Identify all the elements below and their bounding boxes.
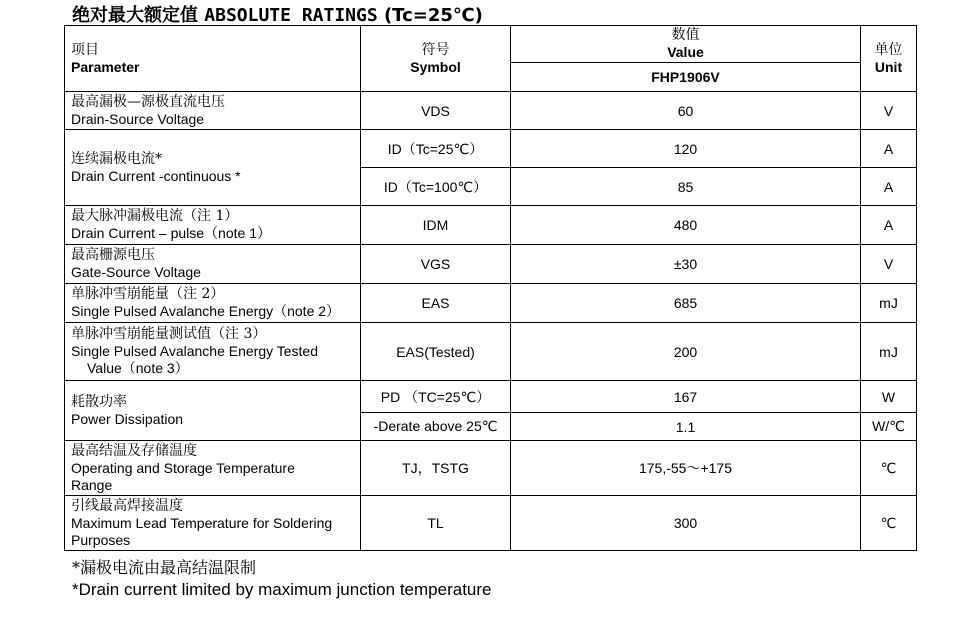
value-cell: 175,-55～+175: [511, 441, 861, 496]
footnote-en: *Drain current limited by maximum junction temperature: [72, 580, 492, 599]
page-title: [72, 1, 483, 27]
param-cell: 最大脉冲漏极电流（注 1） Drain Current – pulse（note 1）: [65, 206, 361, 245]
param-cell: 单脉冲雪崩能量（注 2） Single Pulsed Avalanche Energy（note 2）: [65, 284, 361, 323]
table-row: [65, 381, 917, 413]
param-cell: 连续漏极电流* Drain Current -continuous *: [65, 130, 361, 206]
header-parameter: 项目 Parameter: [65, 26, 361, 92]
title-zh: 绝对最大额定值: [72, 5, 198, 26]
symbol-cell: TL: [361, 496, 511, 551]
symbol-cell: EAS: [361, 284, 511, 323]
symbol-cell: PD （TC=25℃）: [361, 381, 511, 413]
table-row: [65, 130, 917, 168]
table-row: [65, 245, 917, 284]
unit-cell: A: [861, 168, 917, 206]
header-symbol: 符号 Symbol: [361, 26, 511, 92]
value-cell: 120: [511, 130, 861, 168]
symbol-cell: IDM: [361, 206, 511, 245]
table-header-row: [65, 26, 917, 63]
unit-cell: V: [861, 92, 917, 130]
unit-cell: W: [861, 381, 917, 413]
ratings-table: [64, 25, 917, 551]
param-cell: 最高漏极—源极直流电压 Drain-Source Voltage: [65, 92, 361, 130]
title-en: ABSOLUTE RATINGS: [204, 5, 378, 26]
unit-cell: A: [861, 206, 917, 245]
table-row: [65, 206, 917, 245]
unit-cell: mJ: [861, 284, 917, 323]
param-cell: 最高结温及存储温度 Operating and Storage Temperature Range: [65, 441, 361, 496]
value-cell: 167: [511, 381, 861, 413]
table-row: [65, 284, 917, 323]
table-row: [65, 323, 917, 381]
symbol-cell: VDS: [361, 92, 511, 130]
table-row: [65, 496, 917, 551]
symbol-cell: TJ，TSTG: [361, 441, 511, 496]
title-condition: (Tc=25℃): [383, 5, 483, 26]
symbol-cell: VGS: [361, 245, 511, 284]
value-cell: 300: [511, 496, 861, 551]
value-cell: 685: [511, 284, 861, 323]
param-cell: 耗散功率 Power Dissipation: [65, 381, 361, 441]
footnote-zh: *漏极电流由最高结温限制: [72, 558, 257, 577]
symbol-cell: ID（Tc=25℃）: [361, 130, 511, 168]
symbol-cell: EAS(Tested): [361, 323, 511, 381]
unit-cell: ℃: [861, 441, 917, 496]
symbol-cell: ID（Tc=100℃）: [361, 168, 511, 206]
value-cell: 60: [511, 92, 861, 130]
value-cell: 1.1: [511, 413, 861, 441]
table-row: [65, 92, 917, 130]
unit-cell: ℃: [861, 496, 917, 551]
param-cell: 最高栅源电压 Gate-Source Voltage: [65, 245, 361, 284]
value-cell: 480: [511, 206, 861, 245]
unit-cell: A: [861, 130, 917, 168]
table-row: [65, 441, 917, 496]
unit-cell: V: [861, 245, 917, 284]
header-model: FHP1906V: [511, 63, 861, 92]
header-unit: 单位 Unit: [861, 26, 917, 92]
param-cell: 单脉冲雪崩能量测试值（注 3） Single Pulsed Avalanche Energy Tested Value（note 3）: [65, 323, 361, 381]
unit-cell: mJ: [861, 323, 917, 381]
value-cell: ±30: [511, 245, 861, 284]
value-cell: 200: [511, 323, 861, 381]
param-cell: 引线最高焊接温度 Maximum Lead Temperature for Soldering Purposes: [65, 496, 361, 551]
unit-cell: W/℃: [861, 413, 917, 441]
header-value: 数值 Value: [511, 26, 861, 63]
value-cell: 85: [511, 168, 861, 206]
symbol-cell: -Derate above 25℃: [361, 413, 511, 441]
